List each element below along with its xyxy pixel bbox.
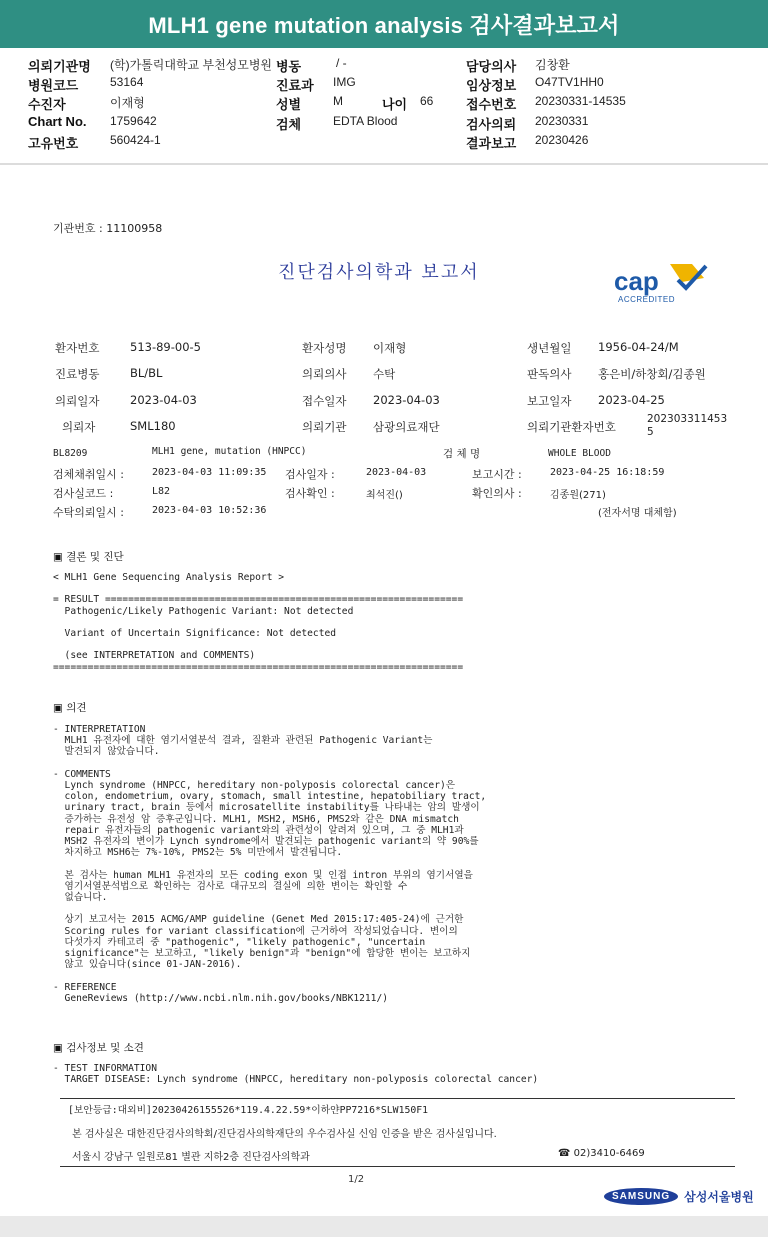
cap-accredited-logo: [612, 260, 712, 306]
doctor-label: 담당의사: [466, 59, 517, 74]
requester-label: 의뢰자: [62, 420, 96, 434]
opinion-block: - INTERPRETATION MLH1 유전자에 대한 염기서열분석 결과, 질환과 관련된 Pathogenic Variant는 발견되지 않았습니다. - COMMENTS Lynch syndrome (HNPCC, hereditary non-polyposis colorectal cancer)은 colon, endometrium, ovary, stomach, small intestine, hepatobiliary tract, urinary tract, brain 등에서 microsatellite instability를 나타내는 암의 발생이 증가하는 유전성 암 증후군입니다. MLH1, MSH2, MSH6, PMS2와 같은 DNA mismatch repair 유전자들의 pathogenic variant와의 관련성이 알려져 있으며, 그 중 MLH1과 MSH2 유전자의 변이가 Lynch syndrome에서 발견되는 pathogenic variant의 약 90%를 차지하고 MSH6는 7%-10%, PMS2는 5% 미만에서 발견됩니다. 본 검사는 human MLH1 유전자의 모든 coding exon 및 인접 intron 부위의 염기서열을 염기서열분석법으로 확인하는 검사로 대규모의 결실에 의한 변이는 확인할 수 없습니다. 상기 보고서는 2015 ACMG/AMP guideline (Genet Med 2015:17:405-24)에 근거한 Scoring rules for variant classification에 근거하여 작성되었습니다. 변이의 다섯가지 카테고리 중 "pathogenic", "likely pathogenic", "uncertain significance"는 보고하고, "likely benign"과 "benign"에 합당한 변이는 보고하지 않고 있습니다(since 01-JAN-2016). - REFERENCE GeneReviews (http://www.ncbi.nlm.nih.gov/books/NBK1211/): [53, 724, 487, 1004]
req-inst-value: 삼광의료재단: [373, 420, 440, 434]
security-line: [보안등급:대외비]20230426155526*119.4.22.59*이하얀PP7216*SLW150F1: [68, 1105, 429, 1116]
document-title: 진단검사의학과 보고서: [278, 262, 480, 283]
req-date-label: 의뢰일자: [55, 394, 100, 408]
hospcode-value: 53164: [110, 75, 144, 89]
collect-label: 검체채취일시 :: [53, 468, 124, 481]
report-value: 20230426: [535, 133, 589, 147]
certification-line: 본 검사실은 대한진단검사의학회/진단검사의학재단의 우수검사실 신임 인증을 받은 검사실입니다.: [72, 1129, 497, 1140]
request-value: 20230331: [535, 114, 589, 128]
pt-no-value: 513-89-00-5: [130, 340, 201, 354]
hospital-logo-text: 삼성서울병원: [684, 1190, 754, 1204]
clinical-value: O47TV1HH0: [535, 75, 604, 89]
dob-label: 생년월일: [527, 341, 572, 355]
bottom-bar: [0, 1216, 768, 1237]
section-test-info: ▣ 검사정보 및 소견: [53, 1042, 144, 1054]
rep-date-label: 보고일자: [527, 394, 572, 408]
header-divider: [0, 163, 768, 165]
chart-label: Chart No.: [28, 114, 87, 129]
req-inst-label: 의뢰기관: [302, 420, 347, 434]
clinical-label: 임상정보: [466, 78, 517, 93]
specimen-value: EDTA Blood: [333, 114, 398, 128]
patient-value: 이재형: [110, 96, 145, 110]
cap-accredited-text: ACCREDITED: [618, 295, 676, 304]
dept-value: IMG: [333, 75, 356, 89]
req-pt-no-label: 의뢰기관환자번호: [527, 420, 616, 434]
judge-value: 홍은비/하창회/김종원: [598, 367, 706, 381]
room-label: 검사실코드 :: [53, 487, 114, 500]
entrust-value: 2023-04-03 10:52:36: [152, 505, 267, 516]
patient-label: 수진자: [28, 97, 66, 112]
unique-label: 고유번호: [28, 136, 79, 151]
esign-note: (전자서명 대체함): [598, 508, 677, 519]
samsung-hospital-logo: [604, 1188, 754, 1205]
inst-value: (학)가톨릭대학교 부천성모병원: [110, 58, 273, 72]
report-time-label: 보고시간 :: [472, 468, 522, 481]
report-banner-title: MLH1 gene mutation analysis 검사결과보고서: [0, 0, 768, 48]
result-block: < MLH1 Gene Sequencing Analysis Report > = RESULT ============================================================== Pathogenic/Likely Pathogenic Variant: Not detected Variant of Uncertain Significance: Not detected (see INTERPRETATION and COMMENTS) =======================================================================: [53, 572, 464, 673]
recv-date-value: 2023-04-03: [373, 393, 440, 407]
confirm-label: 검사확인 :: [285, 487, 335, 500]
specimen-name-label: 검 체 명: [443, 448, 481, 460]
samsung-logo-text: SAMSUNG: [604, 1188, 678, 1205]
ward-v: BL/BL: [130, 366, 163, 380]
entrust-label: 수탁의뢰일시 :: [53, 506, 124, 519]
ward-k: 진료병동: [55, 367, 100, 381]
test-name: MLH1 gene, mutation (HNPCC): [152, 446, 307, 457]
confirm-doc-label: 확인의사 :: [472, 487, 522, 500]
dob-value: 1956-04-24/M: [598, 340, 679, 354]
hospcode-label: 병원코드: [28, 78, 79, 93]
cap-logo-text: cap: [614, 266, 659, 296]
requester-value: SML180: [130, 419, 176, 433]
req-doc-label: 의뢰의사: [302, 367, 347, 381]
confirm-value: 최석진(): [366, 490, 403, 501]
report-document: [0, 166, 768, 1216]
room-value: L82: [152, 486, 171, 497]
address-line: 서울시 강남구 일원로81 별관 지하2층 진단검사의학과: [72, 1152, 310, 1163]
unique-value: 560424-1: [110, 133, 161, 147]
judge-label: 판독의사: [527, 367, 572, 381]
report-label: 결과보고: [466, 136, 517, 151]
sex-label: 성별: [276, 97, 302, 112]
doctor-value: 김창환: [535, 58, 570, 72]
pt-name-label: 환자성명: [302, 341, 347, 355]
section-conclusion: ▣ 결론 및 진단: [53, 551, 124, 563]
sex-value: M: [333, 94, 343, 108]
institution-number: 기관번호 : 11100958: [53, 222, 163, 235]
footer-rule-bottom: [60, 1166, 735, 1167]
collect-value: 2023-04-03 11:09:35: [152, 467, 267, 478]
req-doc-value: 수탁: [373, 367, 396, 381]
header-info: [0, 52, 768, 156]
specimen-label: 검체: [276, 117, 302, 132]
inst-label: 의뢰기관명: [28, 59, 91, 74]
exam-date-label: 검사일자 :: [285, 468, 335, 481]
ward-label: 병동: [276, 59, 302, 74]
receipt-label: 접수번호: [466, 97, 517, 112]
confirm-doc-value: 김종원(271): [550, 490, 606, 501]
req-pt-no-value-2: 5: [647, 426, 654, 438]
section-opinion: ▣ 의견: [53, 702, 87, 714]
specimen-name-value: WHOLE BLOOD: [548, 448, 611, 459]
page-number: 1/2: [348, 1174, 365, 1185]
req-date-value: 2023-04-03: [130, 393, 197, 407]
test-info-block: - TEST INFORMATION TARGET DISEASE: Lynch syndrome (HNPCC, hereditary non-polyposis colorectal cancer): [53, 1063, 539, 1086]
receipt-value: 20230331-14535: [535, 94, 626, 108]
pt-no-label: 환자번호: [55, 341, 100, 355]
exam-date-value: 2023-04-03: [366, 467, 427, 478]
chart-value: 1759642: [110, 114, 157, 128]
report-time-value: 2023-04-25 16:18:59: [550, 467, 665, 478]
request-label: 검사의뢰: [466, 117, 517, 132]
pt-name-value: 이재형: [373, 341, 407, 355]
test-code: BL8209: [53, 448, 88, 459]
recv-date-label: 접수일자: [302, 394, 347, 408]
dept-label: 진료과: [276, 78, 314, 93]
req-pt-no-value-1: 202303311453: [647, 413, 728, 425]
rep-date-value: 2023-04-25: [598, 393, 665, 407]
age-value: 66: [420, 94, 434, 108]
phone-line: ☎ 02)3410-6469: [558, 1148, 645, 1159]
ward-value: / -: [336, 56, 347, 70]
footer-rule-top: [60, 1098, 735, 1099]
age-label: 나이: [382, 97, 408, 112]
